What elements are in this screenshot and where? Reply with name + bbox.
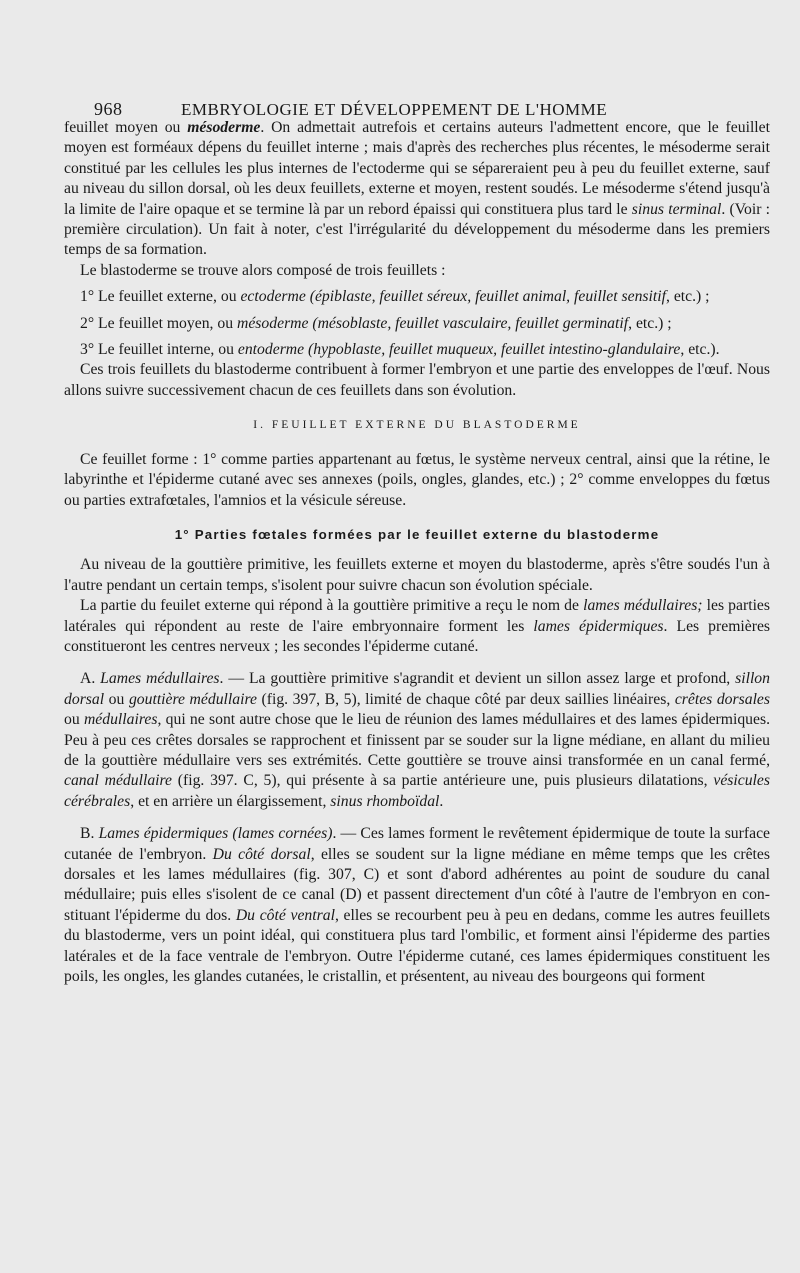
- text-run: . — Ces lames forment le revêtement épidermique de toute la surface cutanée de l'embryon.: [64, 825, 770, 863]
- text-run: (fig. 397. C, 5), qui présente à sa partie antérieure une, puis plusieurs dilatations,: [172, 772, 714, 790]
- text-run: feuillet moyen ou: [64, 119, 188, 136]
- text-run: ou: [104, 690, 129, 708]
- term-mesoderme-list: mésoderme (mésoblaste, feuillet vasculaire, feuillet germinatif: [237, 314, 629, 332]
- text-run: , etc.) ;: [628, 314, 672, 332]
- heading-lames-medullaires: Lames médullaires: [100, 670, 220, 688]
- section-title: I. FEUILLET EXTERNE DU BLASTODERME: [253, 419, 581, 432]
- text-run: ou: [64, 711, 84, 729]
- term-lames-epidermiques: lames épidermiques: [533, 617, 664, 635]
- paragraph-9: [64, 596, 770, 657]
- text-run: 3° Le feuillet interne, ou: [80, 341, 238, 359]
- term-gouttiere-medullaire: gouttière médullaire: [128, 690, 257, 708]
- text-run: , qui ne sont autre chose que le lieu de réunion des lames médullaires et des lames épidermiques. Peu à peu ces crêtes dorsales se rapprochent et finissent par se souder sur la ligne médiane, en allant du milieu de la gouttière médullaire vers ses extrémités. Cette gouttière se trouve ainsi transformée en un canal fermé,: [64, 711, 770, 769]
- term-lames-medullaires: lames médullaires;: [583, 597, 703, 615]
- paragraph-4: [64, 314, 770, 334]
- text-run: A.: [80, 670, 101, 688]
- text-run: . (Voir : première circulation). Un fait à noter, c'est l'irrégularité du développement du mésoderme dans les premiers temps de sa formation.: [64, 200, 770, 259]
- running-title: EMBRYOLOGIE ET DÉVELOPPEMENT DE L'HOMME: [181, 100, 608, 119]
- term-entoderme: entoderme (hypoblaste, feuillet muqueux, feuillet intestino-glandulaire: [237, 341, 681, 359]
- paragraph-7: Ce feuillet forme : 1° comme parties appartenant au fœtus, le système nerveux central, ainsi que la rétine, le labyrinthe et l'épiderme cutané avec ses annexes (poils, ongles, glandes, etc.) ; 2° comme enveloppes du fœtus ou parties extrafœtales, l'amnios et la vésicule séreuse.: [64, 450, 770, 509]
- text-run: , elles se recourbent peu à peu en dedans, comme les autres feuillets du blastoderme, vers un point idéal, qui constituera plus tard l'ombilic, et forment ainsi l'épiderme des parties latérales et de la face ventrale de l'embryon. Outre l'épiderme cutané, ces lames épidermiques constituent les poils, les ongles, les glandes cutanées, le cristallin, et présentent, au niveau des bourgeons qui forment: [64, 906, 770, 986]
- text-run: . Les premières constitueront les centres nerveux ; les secondes l'épiderme cutané.: [64, 617, 771, 655]
- term-canal-medullaire: canal médullaire: [64, 772, 173, 790]
- term-mesoderme: mésoderme: [187, 119, 261, 136]
- text-run: . — La gouttière primitive s'agrandit et devient un sillon assez large et profond,: [219, 670, 736, 688]
- text-run: , etc.).: [680, 341, 720, 359]
- heading-lames-epidermiques: Lames épidermiques (lames cornées): [98, 825, 333, 843]
- running-head: [94, 99, 770, 120]
- term-vesicules-cerebrales: vésicules cérébrales: [64, 772, 770, 810]
- text-run: 2° Le feuillet moyen, ou: [80, 314, 238, 332]
- term-sillon-dorsal: sillon dorsal: [64, 670, 770, 708]
- paragraph-3: [64, 287, 770, 307]
- text-run: , elles se soudent sur la ligne médiane en même temps que les crêtes dorsales et les lames médullaires (fig. 307, C) et sont d'abord adhérentes au point de soudure du canal médullaire; puis elles s'isolent de ce canal (D) et passent directement d'un côté à l'autre de l'embryon en constituant l'épiderme du dos.: [64, 845, 770, 924]
- text-run: .: [439, 792, 444, 810]
- term-cote-dorsal: Du côté dorsal: [212, 845, 311, 863]
- term-cote-ventral: Du côté ventral: [235, 906, 335, 924]
- term-sinus-rhomboidal: sinus rhomboïdal: [330, 792, 440, 810]
- text-run: les parties latérales qui répondent au reste de l'aire embryonnaire forment les: [64, 597, 770, 635]
- paragraph-10: [64, 669, 770, 812]
- term-sinus-terminal: sinus terminal: [631, 200, 722, 218]
- paragraph-2: Le blastoderme se trouve alors composé de trois feuillets :: [80, 261, 446, 279]
- paragraph-8: Au niveau de la gouttière primitive, les feuillets externe et moyen du blastoderme, après s'être soudés l'un à l'autre pendant un certain temps, s'isolent pour suivre chacun son évolution spéciale.: [64, 556, 770, 594]
- paragraph-6: Ces trois feuillets du blastoderme contribuent à former l'embryon et une partie des enveloppes de l'œuf. Nous allons suivre successivement chacun de ces feuillets dans son évolution.: [64, 361, 770, 399]
- text-run: 1° Le feuillet externe, ou: [80, 288, 241, 306]
- term-ectoderme: ectoderme (épiblaste, feuillet séreux, feuillet animal, feuillet sensitif: [240, 288, 666, 306]
- text-run: , et en arrière un élargissement,: [130, 792, 331, 810]
- text-run: La partie du feuilet externe qui répond à la gouttière primitive a reçu le nom de: [80, 597, 584, 615]
- text-run: , etc.) ;: [665, 288, 710, 306]
- subsection-title: 1° Parties fœtales formées par le feuillet externe du blastoderme: [174, 526, 660, 542]
- term-cretes-dorsales: crêtes dorsales: [674, 690, 771, 708]
- text-run: B.: [80, 825, 99, 843]
- paragraph-1: [64, 118, 770, 261]
- paragraph-5: [64, 340, 770, 360]
- paragraph-11: [64, 824, 770, 987]
- term-medullaires: médullaires: [83, 711, 158, 729]
- page-number: 968: [94, 99, 123, 119]
- text-run: . On admettait autrefois et certains auteurs l'admettent encore, que le feuillet moyen est forméaux dépens du feuillet interne ; mais d'après des recherches plus récentes, le mésoderme serait constitué par les cellules les plus internes de l'ectoderme qui se sépareraient peu à peu du feuillet externe, sauf au niveau du sillon dorsal, où les deux feuillets, externe et moyen, restent soudés. Le mésoderme s'étend jusqu'à la limite de l'aire opaque et se termine là par un rebord épaissi qui constituera plus tard le: [64, 119, 770, 218]
- body-text: [64, 118, 770, 987]
- text-run: (fig. 397, B, 5), limité de chaque côté par deux saillies linéaires,: [256, 690, 675, 708]
